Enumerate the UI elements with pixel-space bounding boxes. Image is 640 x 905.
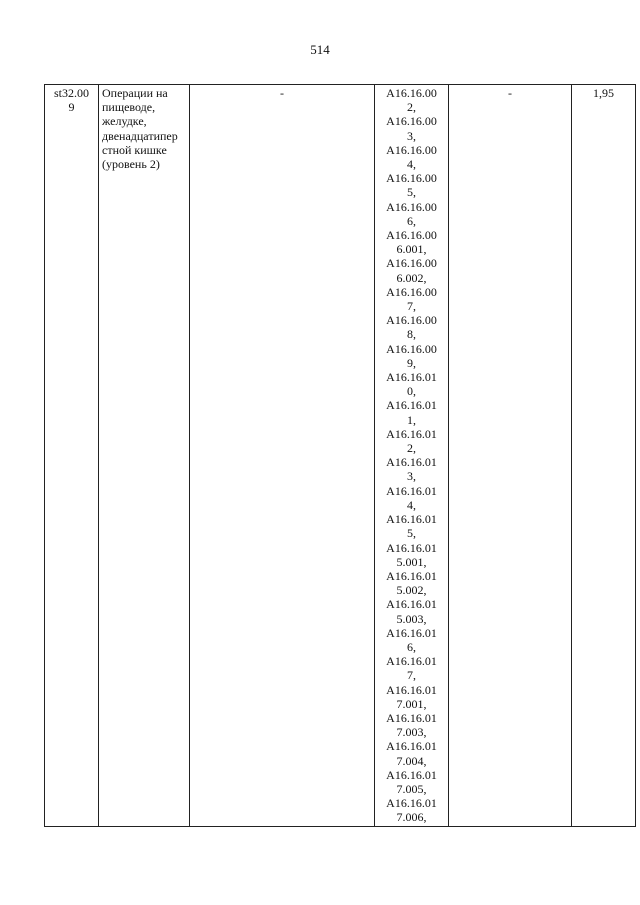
- service-code-item: A16.16.00 6.001,: [386, 228, 437, 257]
- service-codes-cell: [375, 85, 449, 827]
- service-code-item: A16.16.01 1,: [386, 398, 437, 427]
- other-criteria-cell: -: [449, 85, 572, 827]
- service-code-item: A16.16.01 3,: [386, 455, 437, 484]
- service-code-item: A16.16.00 9,: [386, 341, 437, 370]
- tariff-table: [44, 84, 636, 827]
- service-code-item: A16.16.01 7.003,: [386, 710, 437, 740]
- service-code-item: A16.16.01 7.004,: [386, 739, 437, 768]
- service-code-item: A16.16.01 0,: [386, 370, 437, 399]
- service-code-item: A16.16.01 7,: [386, 654, 437, 683]
- table-row: [45, 85, 636, 827]
- service-code-item: A16.16.01 7.001,: [386, 682, 437, 711]
- service-code-item: A16.16.00 3,: [386, 114, 437, 143]
- service-code-item: A16.16.00 5,: [386, 171, 437, 200]
- service-code-item: A16.16.01 5.003,: [386, 597, 437, 626]
- service-code-item: A16.16.00 2,: [386, 86, 437, 115]
- coefficient-cell: 1,95: [572, 85, 636, 827]
- service-code-item: A16.16.01 7.006,: [386, 796, 437, 825]
- service-code-item: A16.16.01 2,: [386, 426, 437, 456]
- service-code-item: A16.16.01 7.005,: [386, 767, 437, 796]
- service-code-item: A16.16.01 5.001,: [386, 540, 437, 569]
- service-code-item: A16.16.00 7,: [386, 284, 437, 314]
- ksg-code-cell: st32.00 9: [45, 85, 99, 827]
- service-code-item: A16.16.00 8,: [386, 313, 437, 342]
- service-code-item: A16.16.00 4,: [386, 142, 437, 172]
- diagnosis-codes-cell: -: [190, 85, 375, 827]
- ksg-name-cell: Операции на пищеводе, желудке, двенадцатипер стной кишке (уровень 2): [99, 85, 190, 827]
- service-code-item: A16.16.01 5,: [386, 512, 437, 541]
- service-code-item: A16.16.00 6.002,: [386, 256, 437, 285]
- service-code-item: A16.16.01 4,: [386, 483, 437, 512]
- service-code-item: A16.16.01 5.002,: [386, 568, 437, 598]
- service-code-item: A16.16.00 6,: [386, 199, 437, 228]
- page-number: 514: [310, 42, 330, 57]
- service-code-item: A16.16.01 6,: [386, 625, 437, 654]
